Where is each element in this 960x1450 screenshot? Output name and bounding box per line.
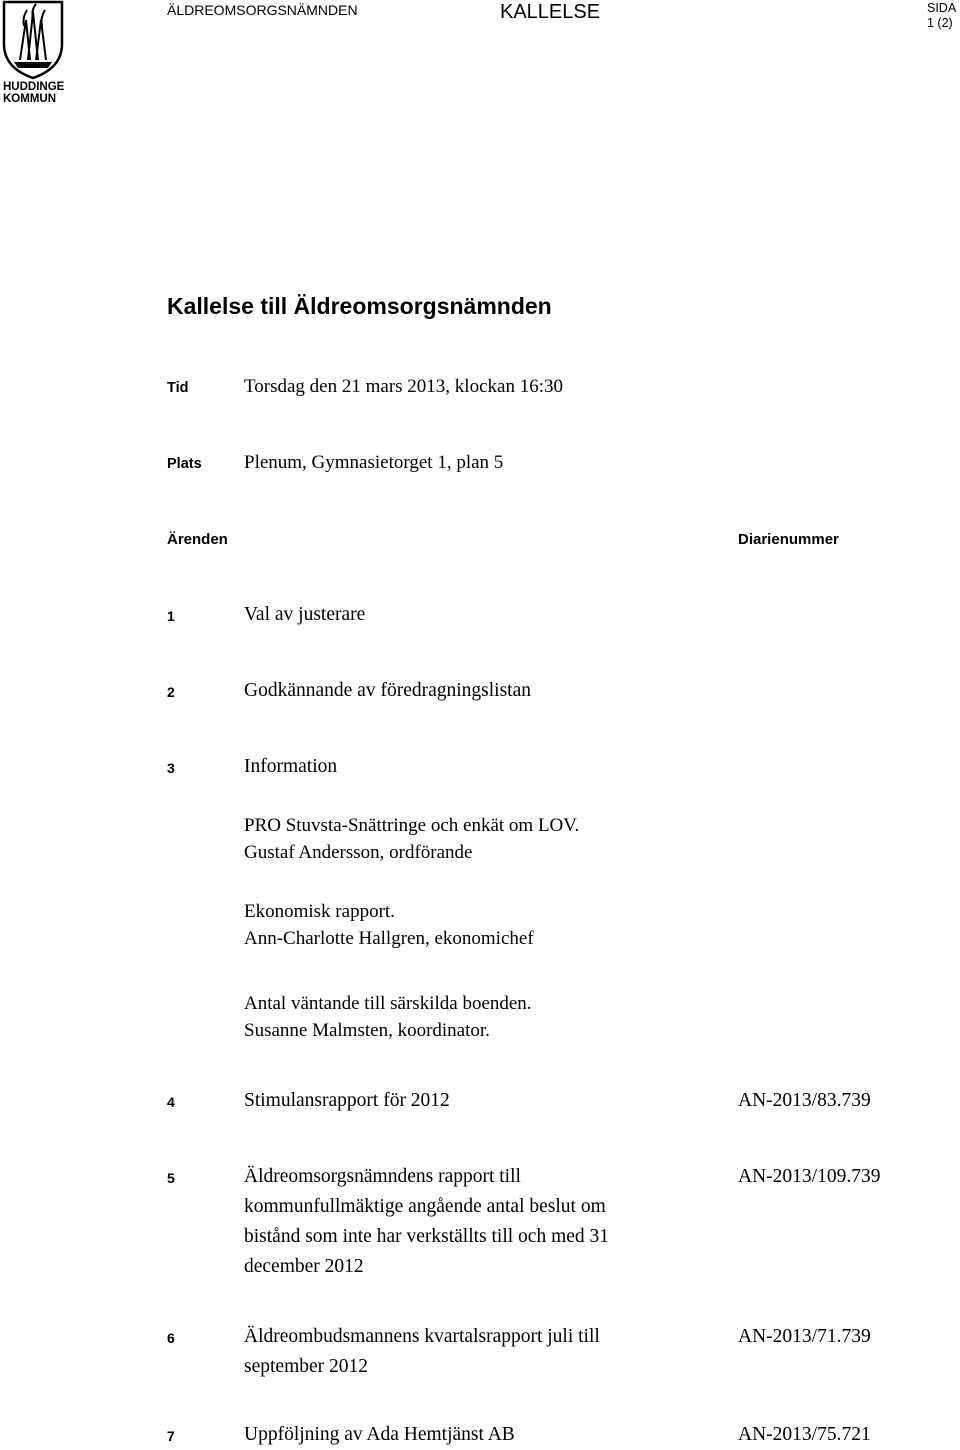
item-title bbox=[244, 1162, 609, 1282]
subitem-topic: PRO Stuvsta-Snättringe och enkät om LOV. bbox=[244, 815, 580, 836]
page-number: 1 (2) bbox=[927, 16, 953, 30]
item-title-line: september 2012 bbox=[244, 1356, 369, 1377]
place-value: Plenum, Gymnasietorget 1, plan 5 bbox=[244, 452, 504, 473]
reference-column-header: Diarienummer bbox=[738, 531, 839, 548]
item-number: 5 bbox=[167, 1170, 175, 1186]
item-title-line: kommunfullmäktige angående antal beslut om bbox=[244, 1196, 606, 1217]
item-number: 3 bbox=[167, 760, 175, 776]
page-indicator bbox=[927, 1, 956, 31]
place-label: Plats bbox=[167, 456, 202, 472]
item-title: Information bbox=[244, 756, 338, 777]
item-number: 4 bbox=[167, 1094, 175, 1110]
item-reference-number: AN-2013/75.721 bbox=[738, 1424, 871, 1445]
item-title bbox=[244, 1086, 450, 1116]
item-title-line: Stimulansrapport för 2012 bbox=[244, 1090, 450, 1111]
page-title: Kallelse till Äldreomsorgsnämnden bbox=[167, 293, 552, 319]
item-number: 6 bbox=[167, 1330, 175, 1346]
item-title: Godkännande av föredragningslistan bbox=[244, 680, 531, 701]
item-number: 1 bbox=[167, 608, 175, 624]
item-title-line: Äldreombudsmannens kvartalsrapport juli till bbox=[244, 1326, 600, 1347]
coat-of-arms-icon bbox=[0, 0, 68, 80]
item-title-line: Äldreomsorgsnämndens rapport till bbox=[244, 1166, 521, 1187]
document-type: KALLELSE bbox=[500, 1, 601, 23]
item-number: 7 bbox=[167, 1428, 175, 1444]
item-title-line: Uppföljning av Ada Hemtjänst AB bbox=[244, 1424, 515, 1445]
item-reference-number: AN-2013/109.739 bbox=[738, 1166, 881, 1187]
item-number: 2 bbox=[167, 684, 175, 700]
subitem-presenter: Gustaf Andersson, ordförande bbox=[244, 842, 473, 863]
item-reference-number: AN-2013/71.739 bbox=[738, 1326, 871, 1347]
item-reference-number: AN-2013/83.739 bbox=[738, 1090, 871, 1111]
subitem-topic: Antal väntande till särskilda boenden. bbox=[244, 993, 532, 1014]
item-title bbox=[244, 1420, 515, 1450]
department-name: ÄLDREOMSORGSNÄMNDEN bbox=[167, 2, 358, 18]
item-title-line: december 2012 bbox=[244, 1256, 364, 1277]
item-title bbox=[244, 1322, 600, 1382]
page-label: SIDA bbox=[927, 1, 957, 15]
subitem-presenter: Ann-Charlotte Hallgren, ekonomichef bbox=[244, 928, 534, 949]
information-subitem bbox=[244, 898, 534, 952]
time-label: Tid bbox=[167, 380, 189, 396]
subitem-presenter: Susanne Malmsten, koordinator. bbox=[244, 1020, 490, 1041]
time-value: Torsdag den 21 mars 2013, klockan 16:30 bbox=[244, 376, 563, 397]
logo-text bbox=[3, 81, 64, 105]
item-title: Val av justerare bbox=[244, 604, 366, 625]
logo-text-line: HUDDINGE bbox=[3, 81, 65, 93]
subitem-topic: Ekonomisk rapport. bbox=[244, 901, 395, 922]
logo-text-line: KOMMUN bbox=[3, 93, 57, 105]
items-column-header: Ärenden bbox=[167, 531, 228, 548]
information-subitem bbox=[244, 990, 532, 1044]
information-subitem bbox=[244, 812, 579, 866]
item-title-line: bistånd som inte har verkställts till och med 31 bbox=[244, 1226, 610, 1247]
